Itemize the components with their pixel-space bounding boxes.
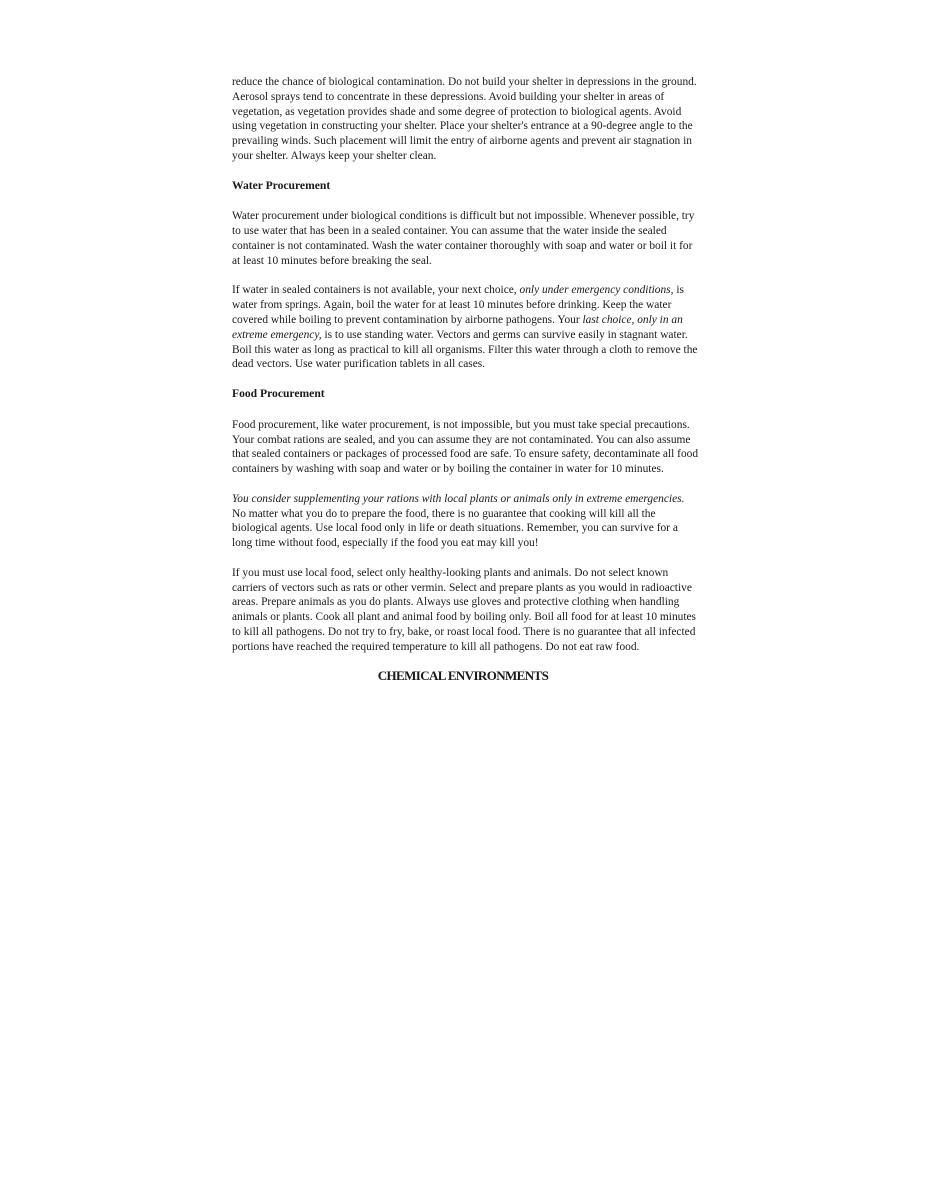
chapter-title: CHEMICAL ENVIRONMENTS [377, 668, 549, 684]
water-procurement-heading: Water Procurement [232, 178, 331, 192]
food-p2-emphasis: You consider supplementing your rations with local plants or animals only in extreme emergencies. [232, 492, 685, 505]
food-p2-text: No matter what you do to prepare the food, there is no guarantee that cooking will kill all the biological agents. Use local food only in life or death situations. Remember, you can survive for a long time without food, especially if the food you eat may kill you! [232, 507, 678, 550]
water-p2-emphasis-2: last choice, only in an extreme emergency, [232, 313, 683, 341]
document-page [232, 75, 700, 684]
food-paragraph-2 [232, 492, 700, 551]
water-paragraph-1: Water procurement under biological conditions is difficult but not impossible. Whenever possible, try to use water that has been in a sealed container. You can assume that the water inside the sealed container is not contaminated. Wash the water container thoroughly with soap and water or boil it for at least 10 minutes before breaking the seal. [232, 210, 695, 267]
food-paragraph-3: If you must use local food, select only healthy-looking plants and animals. Do not select known carriers of vectors such as rats or other vermin. Select and prepare plants as you would in radioactive areas. Prepare animals as you do plants. Always use gloves and protective clothing when handling animals or plants. Cook all plant and animal food by boiling only. Boil all food for at least 10 minutes to kill all pathogens. Do not try to fry, bake, or roast local food. There is no guarantee that all infected portions have reached the required temperature to kill all pathogens. Do not eat raw food. [232, 566, 696, 653]
food-procurement-heading: Food Procurement [232, 386, 325, 400]
food-paragraph-1: Food procurement, like water procurement, is not impossible, but you must take special precautions. Your combat rations are sealed, and you can assume they are not contaminated. You can also assume that sealed containers or packages of processed food are safe. To ensure safety, decontaminate all food containers by washing with soap and water or by boiling the container in water for 10 minutes. [232, 418, 699, 476]
water-p2-text-a: If water in sealed containers is not available, your next choice, [232, 284, 520, 297]
water-p2-text-c: is to use standing water. Vectors and germs can survive easily in stagnant water. Boil this water as long as practical to kill all organisms. Filter this water through a cloth to remove the dead vectors. Use water purification tablets in all cases. [232, 328, 698, 371]
intro-paragraph: reduce the chance of biological contamination. Do not build your shelter in depressions in the ground. Aerosol sprays tend to concentrate in these depressions. Avoid building your shelter in areas of vegetation, as vegetation provides shade and some degree of protection to biological agents. Avoid using vegetation in constructing your shelter. Place your shelter's entrance at a 90-degree angle to the prevailing winds. Such placement will limit the entry of airborne agents and prevent air stagnation in your shelter. Always keep your shelter clean. [232, 76, 697, 162]
water-p2-text-b: is water from springs. Again, boil the water for at least 10 minutes before drinking. Keep the water covered while boiling to prevent contamination by airborne pathogens. Your [232, 284, 684, 326]
water-paragraph-2 [232, 283, 700, 372]
water-p2-emphasis-1: only under emergency conditions, [519, 284, 674, 297]
